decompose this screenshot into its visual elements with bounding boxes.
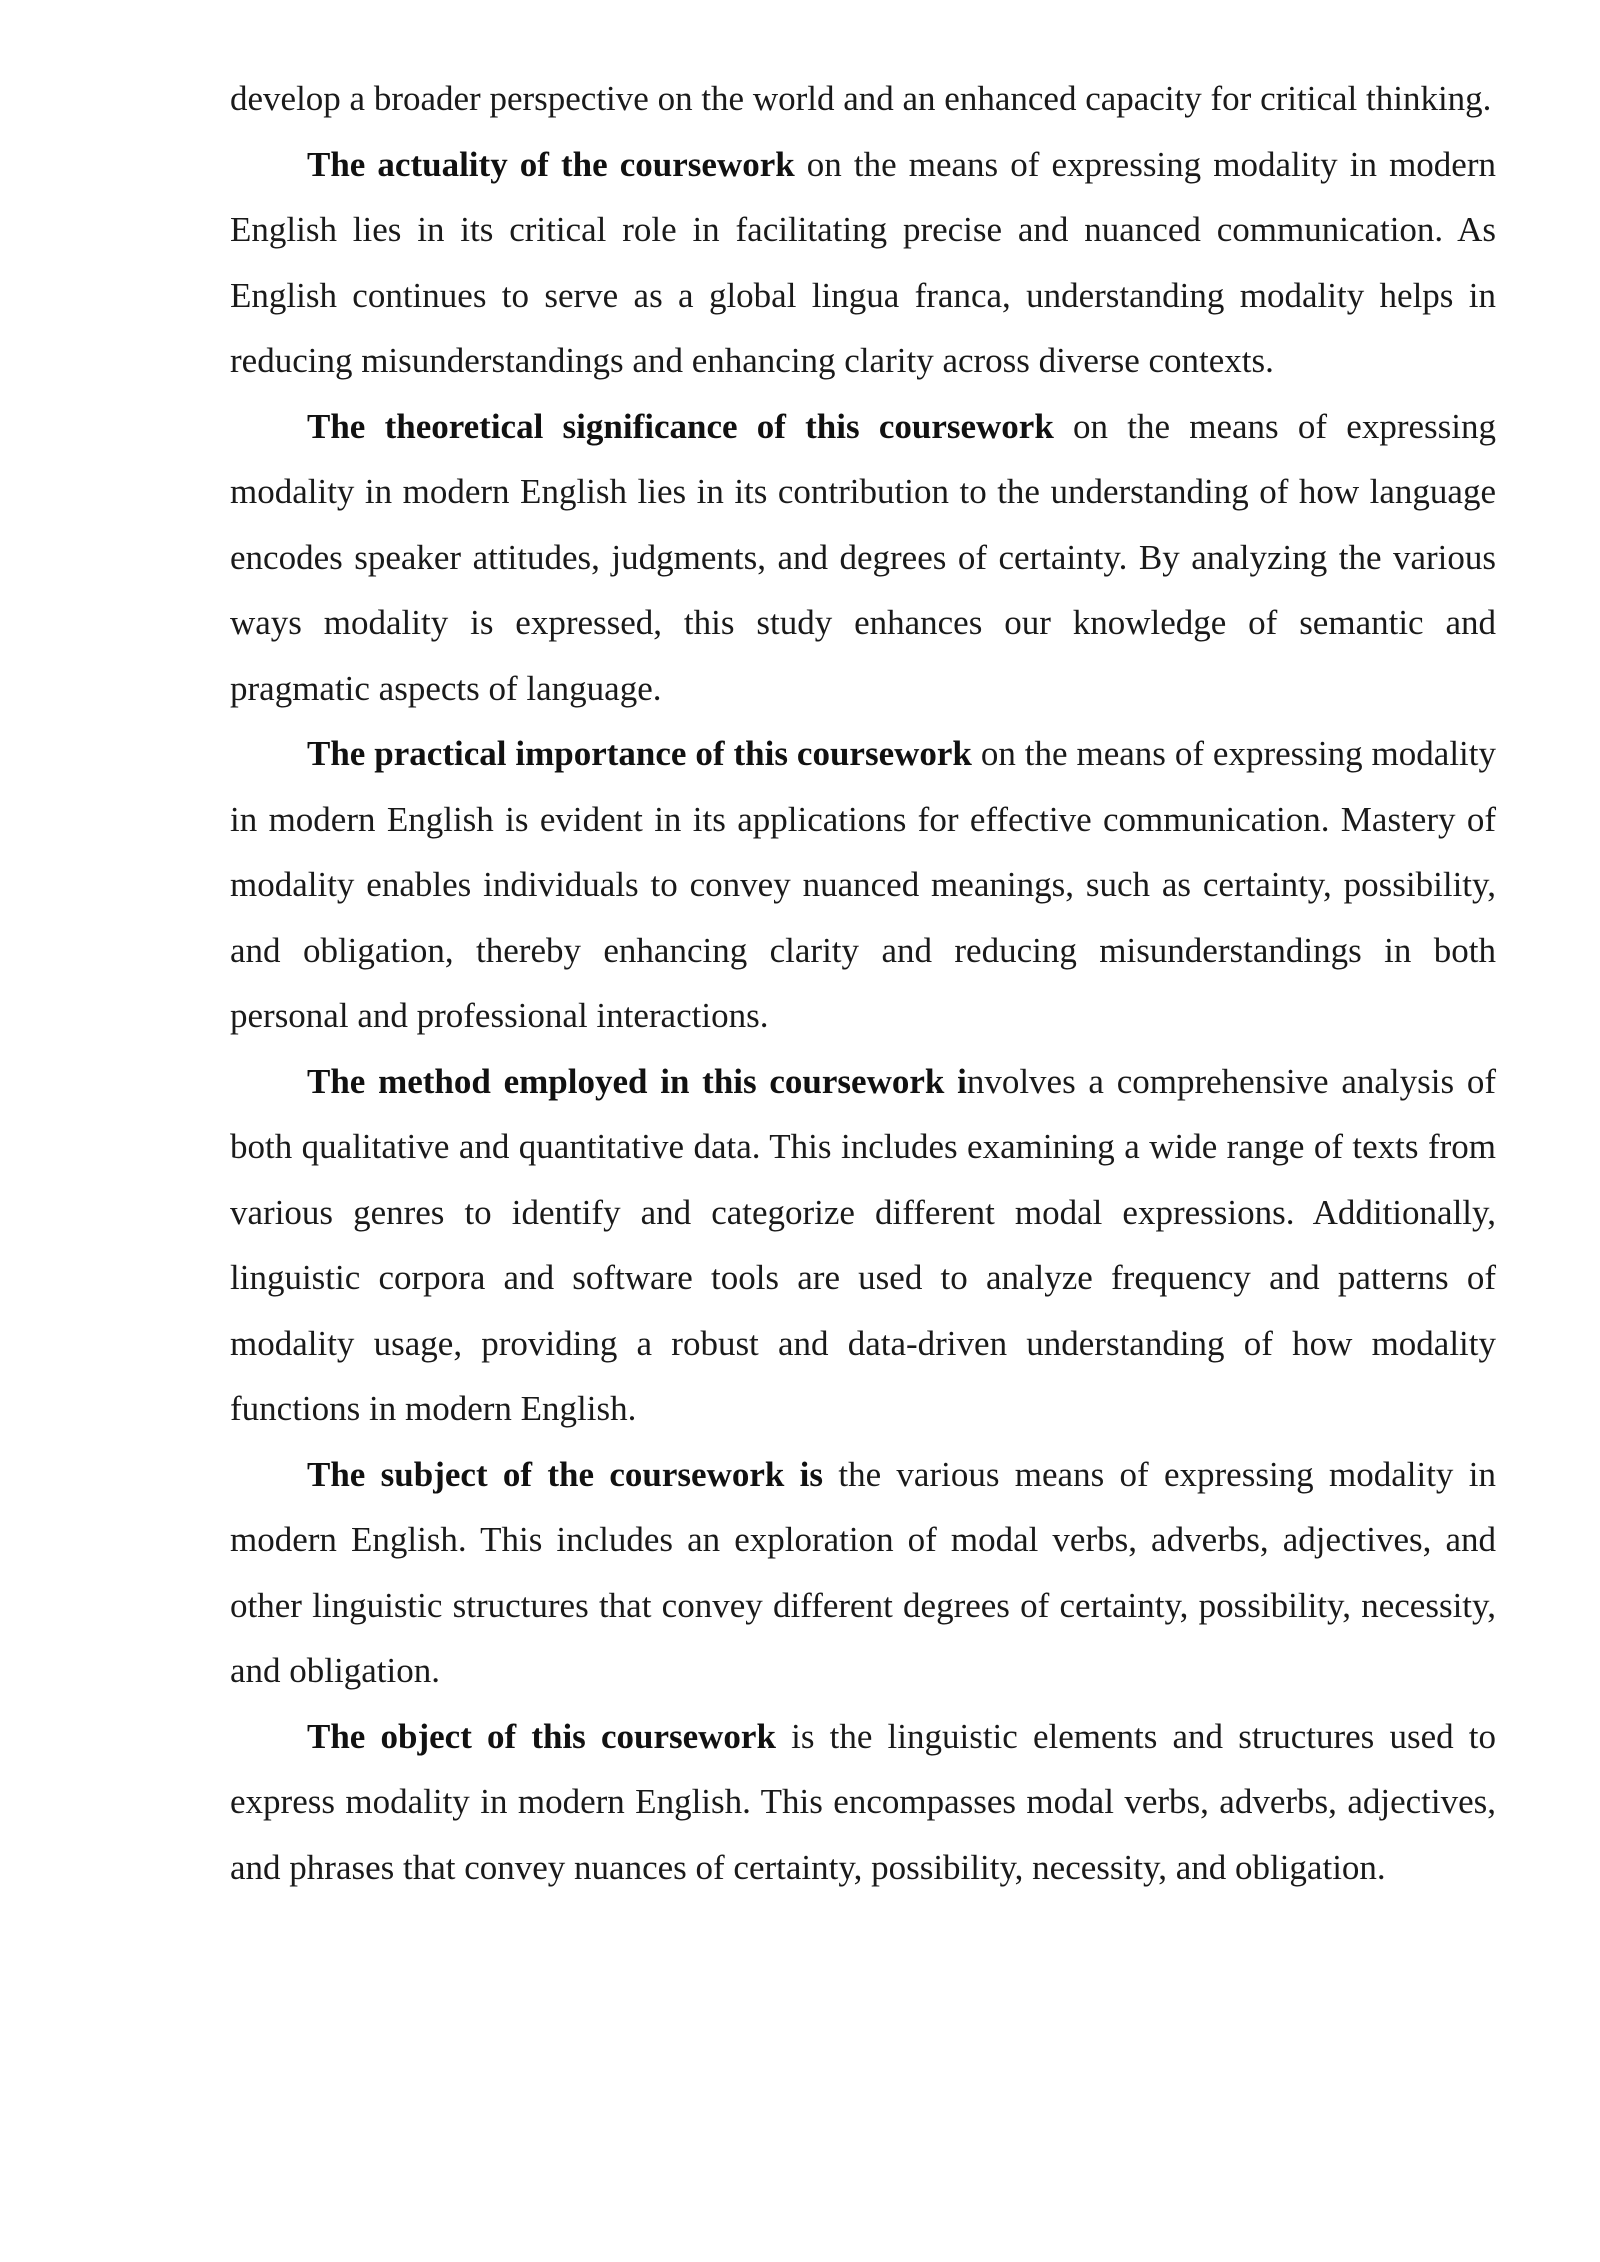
paragraph-theoretical-significance xyxy=(230,394,1496,722)
paragraph-text: the various means of expressing modality in modern English. This includes an exploration of modal verbs, adverbs, adjectives, and other linguistic structures that convey different degrees of certainty, possibility, necessity, and obligation. xyxy=(230,1454,1496,1690)
document-page xyxy=(230,66,1496,1900)
paragraph-heading: The method employed in this coursework i xyxy=(307,1061,967,1101)
paragraph-text: on the means of expressing modality in modern English lies in its critical role in facilitating precise and nuanced communication. As English continues to serve as a global lingua franca, understanding modality helps in reducing misunderstandings and enhancing clarity across diverse contexts. xyxy=(230,144,1496,380)
paragraph-heading: The theoretical significance of this coursework xyxy=(307,406,1054,446)
paragraph-text: is the linguistic elements and structures used to express modality in modern English. This encompasses modal verbs, adverbs, adjectives, and phrases that convey nuances of certainty, possibility, necessity, and obligation. xyxy=(230,1716,1496,1887)
paragraph-heading: The practical importance of this coursework xyxy=(307,734,972,773)
paragraph-text: nvolves a comprehensive analysis of both qualitative and quantitative data. This includes examining a wide range of texts from various genres to identify and categorize different modal expressions. Additionally, linguistic corpora and software tools are used to analyze frequency and patterns of modality usage, providing a robust and data-driven understanding of how modality functions in modern English. xyxy=(230,1061,1496,1428)
paragraph-method xyxy=(230,1049,1496,1442)
paragraph-heading: The subject of the coursework is xyxy=(307,1454,824,1494)
paragraph-object xyxy=(230,1704,1496,1901)
paragraph-text: on the means of expressing modality in modern English is evident in its applications for effective communication. Mastery of modality enables individuals to convey nuanced meanings, such as certainty, possibility, and obligation, thereby enhancing clarity and reducing misunderstandings in both personal and professional interactions. xyxy=(230,734,1496,1035)
paragraph-text: develop a broader perspective on the world and an enhanced capacity for critical thinking. xyxy=(230,79,1492,118)
paragraph-subject xyxy=(230,1442,1496,1704)
paragraph-text: on the means of expressing modality in modern English lies in its contribution to the understanding of how language encodes speaker attitudes, judgments, and degrees of certainty. By analyzing the various ways modality is expressed, this study enhances our knowledge of semantic and pragmatic aspects of language. xyxy=(230,406,1496,708)
paragraph-actuality xyxy=(230,132,1496,394)
paragraph-heading: The object of this coursework xyxy=(307,1716,776,1756)
paragraph-practical-importance xyxy=(230,721,1496,1049)
paragraph-heading: The actuality of the coursework xyxy=(307,144,795,184)
paragraph-continuation xyxy=(230,66,1496,132)
